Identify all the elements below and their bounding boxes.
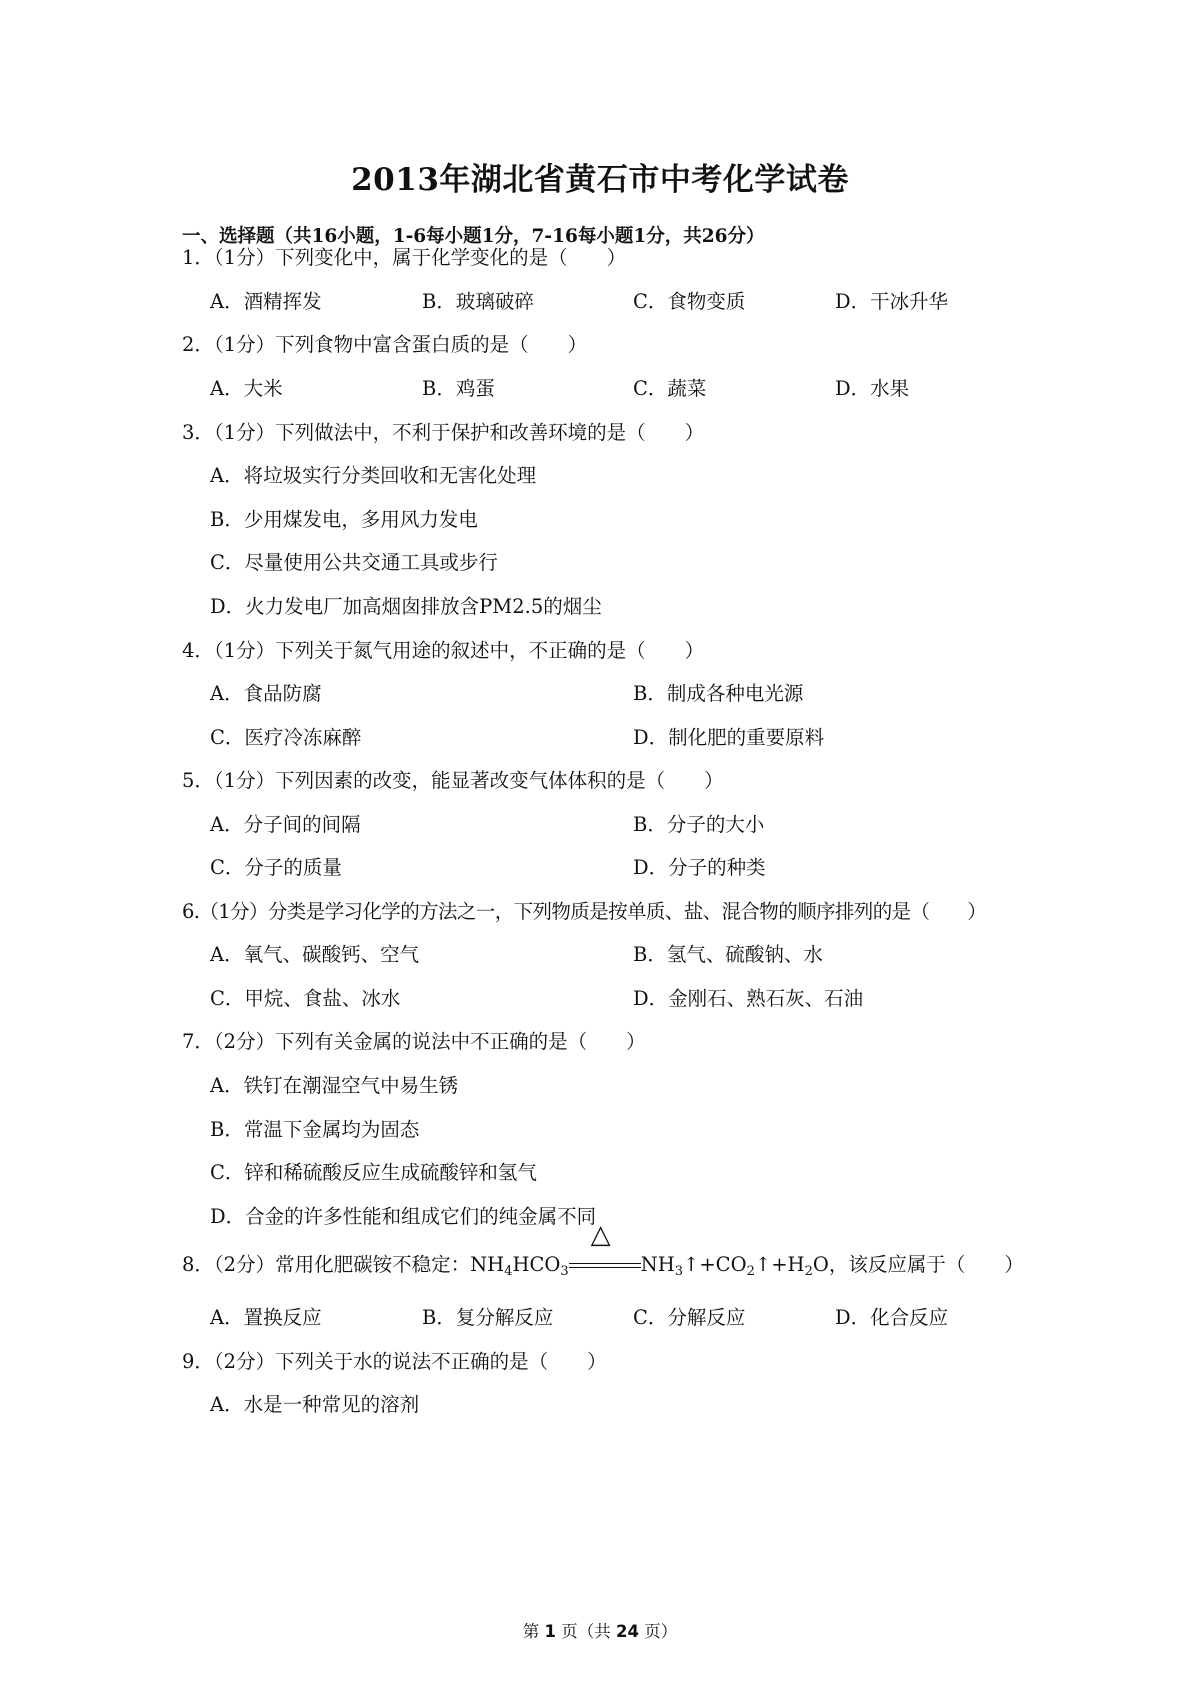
option-b: B．分子的大小 [633,813,765,836]
heat-reaction-arrow [569,1220,641,1277]
option-c: C．分解反应 [633,1306,746,1329]
question-6-options-row2 [210,987,1000,1011]
option-b: B．玻璃破碎 [422,290,534,313]
option-d: D．分子的种类 [633,856,766,879]
products: $NH_3↑+CO_2↑+H_2$ [640,1253,813,1279]
question-4-stem: 4．（1分）下列关于氮气用途的叙述中，不正确的是（ ） [182,639,705,662]
question-7-option-a: A．铁钉在潮湿空气中易生锈 [210,1074,459,1097]
option-b: B．制成各种电光源 [633,682,804,705]
option-b: B．复分解反应 [422,1306,554,1329]
footer-suffix: 页） [644,1622,678,1641]
question-2-options [210,377,1000,401]
option-a: A．食品防腐 [210,682,322,705]
page-title: 2013年湖北省黄石市中考化学试卷 [351,162,849,198]
option-c: C．食物变质 [633,290,746,313]
option-c: C．蔬菜 [633,377,707,400]
question-3-option-a: A．将垃圾实行分类回收和无害化处理 [210,464,537,487]
question-4-options-row1 [210,682,1000,706]
option-c: C．分子的质量 [210,856,342,879]
option-a: A．氧气、碳酸钙、空气 [210,943,420,966]
question-8-options [210,1306,1000,1330]
option-a: A．酒精挥发 [210,290,322,313]
option-b: B．氢气、硫酸钠、水 [633,943,823,966]
option-d: D．水果 [835,377,910,400]
question-9-option-a: A．水是一种常见的溶剂 [210,1393,420,1416]
question-8-stem [182,1220,1024,1279]
option-d: D．干冰升华 [835,290,949,313]
question-3-stem: 3．（1分）下列做法中，不利于保护和改善环境的是（ ） [182,421,705,444]
question-3-option-d: D．火力发电厂加高烟囱排放含PM2.5的烟尘 [210,595,602,618]
question-1-options [210,290,1000,314]
question-9-stem: 9．（2分）下列关于水的说法不正确的是（ ） [182,1350,607,1373]
total-pages: 24 [616,1622,639,1641]
option-c: C．医疗冷冻麻醉 [210,726,362,749]
footer-prefix: 第 [522,1622,540,1641]
option-c: C．甲烷、食盐、冰水 [210,987,401,1010]
option-a: A．大米 [210,377,283,400]
question-2-stem: 2．（1分）下列食物中富含蛋白质的是（ ） [182,333,588,356]
section-heading: 一、选择题（共16小题，1-6每小题1分，7-16每小题1分，共26分） [182,226,765,247]
option-d: D．制化肥的重要原料 [633,726,825,749]
question-6-stem: 6.（1分）分类是学习化学的方法之一，下列物质是按单质、盐、混合物的顺序排列的是（ ） [182,900,987,923]
question-4-options-row2 [210,726,1000,750]
question-3-option-b: B．少用煤发电，多用风力发电 [210,508,478,531]
page-number: 1 [544,1622,556,1641]
question-7-stem: 7．（2分）下列有关金属的说法中不正确的是（ ） [182,1030,646,1053]
question-6-options-row1 [210,943,1000,967]
stem-prefix: 8．（2分）常用化肥碳铵不稳定： [182,1253,471,1276]
option-d: D．化合反应 [835,1306,949,1329]
question-3-option-c: C．尽量使用公共交通工具或步行 [210,551,498,574]
option-b: B．鸡蛋 [422,377,495,400]
question-7-option-c: C．锌和稀硫酸反应生成硫酸锌和氢气 [210,1161,537,1184]
question-1-stem: 1．（1分）下列变化中，属于化学变化的是（ ） [182,246,627,269]
question-7-option-b: B．常温下金属均为固态 [210,1118,420,1141]
question-5-stem: 5．（1分）下列因素的改变，能显著改变气体体积的是（ ） [182,769,724,792]
question-7-option-d: D．合金的许多性能和组成它们的纯金属不同 [210,1205,597,1228]
question-5-options-row2 [210,856,1000,880]
option-a: A．置换反应 [210,1306,322,1329]
option-d: D．金刚石、熟石灰、石油 [633,987,864,1010]
heat-symbol: △ [590,1220,611,1250]
page-footer [0,1618,1200,1642]
question-5-options-row1 [210,813,1000,837]
reactant: $NH_4HCO_3$ [470,1253,569,1279]
footer-mid: 页（共 [561,1622,611,1641]
stem-suffix: O，该反应属于（ ） [812,1253,1024,1276]
option-a: A．分子间的间隔 [210,813,361,836]
